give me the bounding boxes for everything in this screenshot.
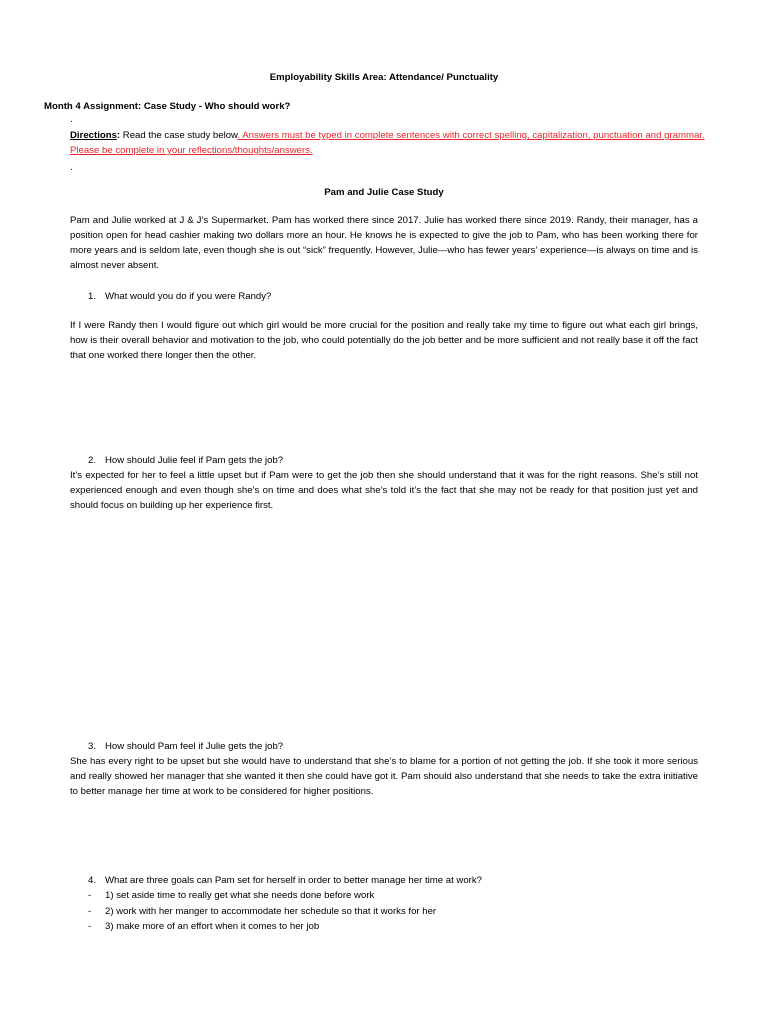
- question-number: 2.: [88, 455, 97, 466]
- goal-item-3: [88, 919, 688, 934]
- goal-item-2: [88, 904, 688, 919]
- case-study-body: Pam and Julie worked at J & J’s Supermarket. Pam has worked there since 2017. Julie has worked there since 2019. Randy, their manager, has a position open for head cashier making two dollars more an hour. He knows he is expected to give the job to Pam, who has been working there for more years and is seldom late, even though she is out “sick” frequently. However, Julie—who has fewer years’ experience—is always on time and is almost never absent.: [70, 215, 698, 271]
- assignment-heading: Month 4 Assignment: Case Study - Who should work?: [44, 101, 291, 112]
- question-text: What would you do if you were Randy?: [105, 291, 272, 302]
- question-number: 3.: [88, 741, 97, 752]
- goal-dash: -: [88, 921, 92, 932]
- directions-paragraph: [70, 128, 710, 158]
- goal-dash: -: [88, 906, 92, 917]
- goal-text: 1) set aside time to really get what she needs done before work: [105, 890, 375, 901]
- dot-marker: .: [70, 114, 73, 125]
- dot-marker: .: [70, 162, 73, 173]
- directions-label: Directions: [70, 130, 117, 141]
- question-number: 1.: [88, 291, 97, 302]
- goal-text: 3) make more of an effort when it comes to her job: [105, 921, 320, 932]
- answer-1: If I were Randy then I would figure out which girl would be more crucial for the position and really take my time to figure out what each girl brings, how is their overall behavior and motivation to the job, who could potentially do the job better and be more sufficient and not really base it off the fact that one worked there longer then the other.: [70, 320, 698, 361]
- directions-text: Read the case study below: [120, 130, 238, 141]
- question-2: [88, 453, 688, 468]
- question-4: [88, 873, 688, 888]
- document-title: Employability Skills Area: Attendance/ Punctuality: [269, 72, 499, 83]
- goal-text: 2) work with her manger to accommodate her schedule so that it works for her: [105, 906, 437, 917]
- question-3: [88, 739, 688, 754]
- directions-requirements: . Answers must be typed in complete sentences with correct spelling, capitalization, punctuation and grammar. Please be complete in your reflections/thoughts/answers.: [70, 130, 705, 156]
- answer-3: She has every right to be upset but she would have to understand that she’s to blame for a portion of not getting the job. If she took it more serious and really showed her manager that she wanted it then she could have got it. Pam should also understand that she needs to take the extra initiative to better manage her time at work to be considered for higher positions.: [70, 756, 698, 797]
- question-text: What are three goals can Pam set for herself in order to better manage her time at work?: [105, 875, 483, 886]
- question-text: How should Julie feel if Pam gets the job?: [105, 455, 284, 466]
- question-number: 4.: [88, 875, 97, 886]
- goal-item-1: [88, 888, 688, 903]
- answer-2: It’s expected for her to feel a little upset but if Pam were to get the job then she should understand that it was for the right reasons. She’s still not experienced enough and even though she’s on time and does what she’s told it’s the fact that she may not be ready for that position just yet and should focus on building up her experience first.: [70, 470, 698, 511]
- question-1: [88, 289, 688, 304]
- goal-dash: -: [88, 890, 92, 901]
- case-study-title: Pam and Julie Case Study: [324, 187, 444, 198]
- directions-colon: :: [116, 130, 121, 141]
- question-text: How should Pam feel if Julie gets the job?: [105, 741, 284, 752]
